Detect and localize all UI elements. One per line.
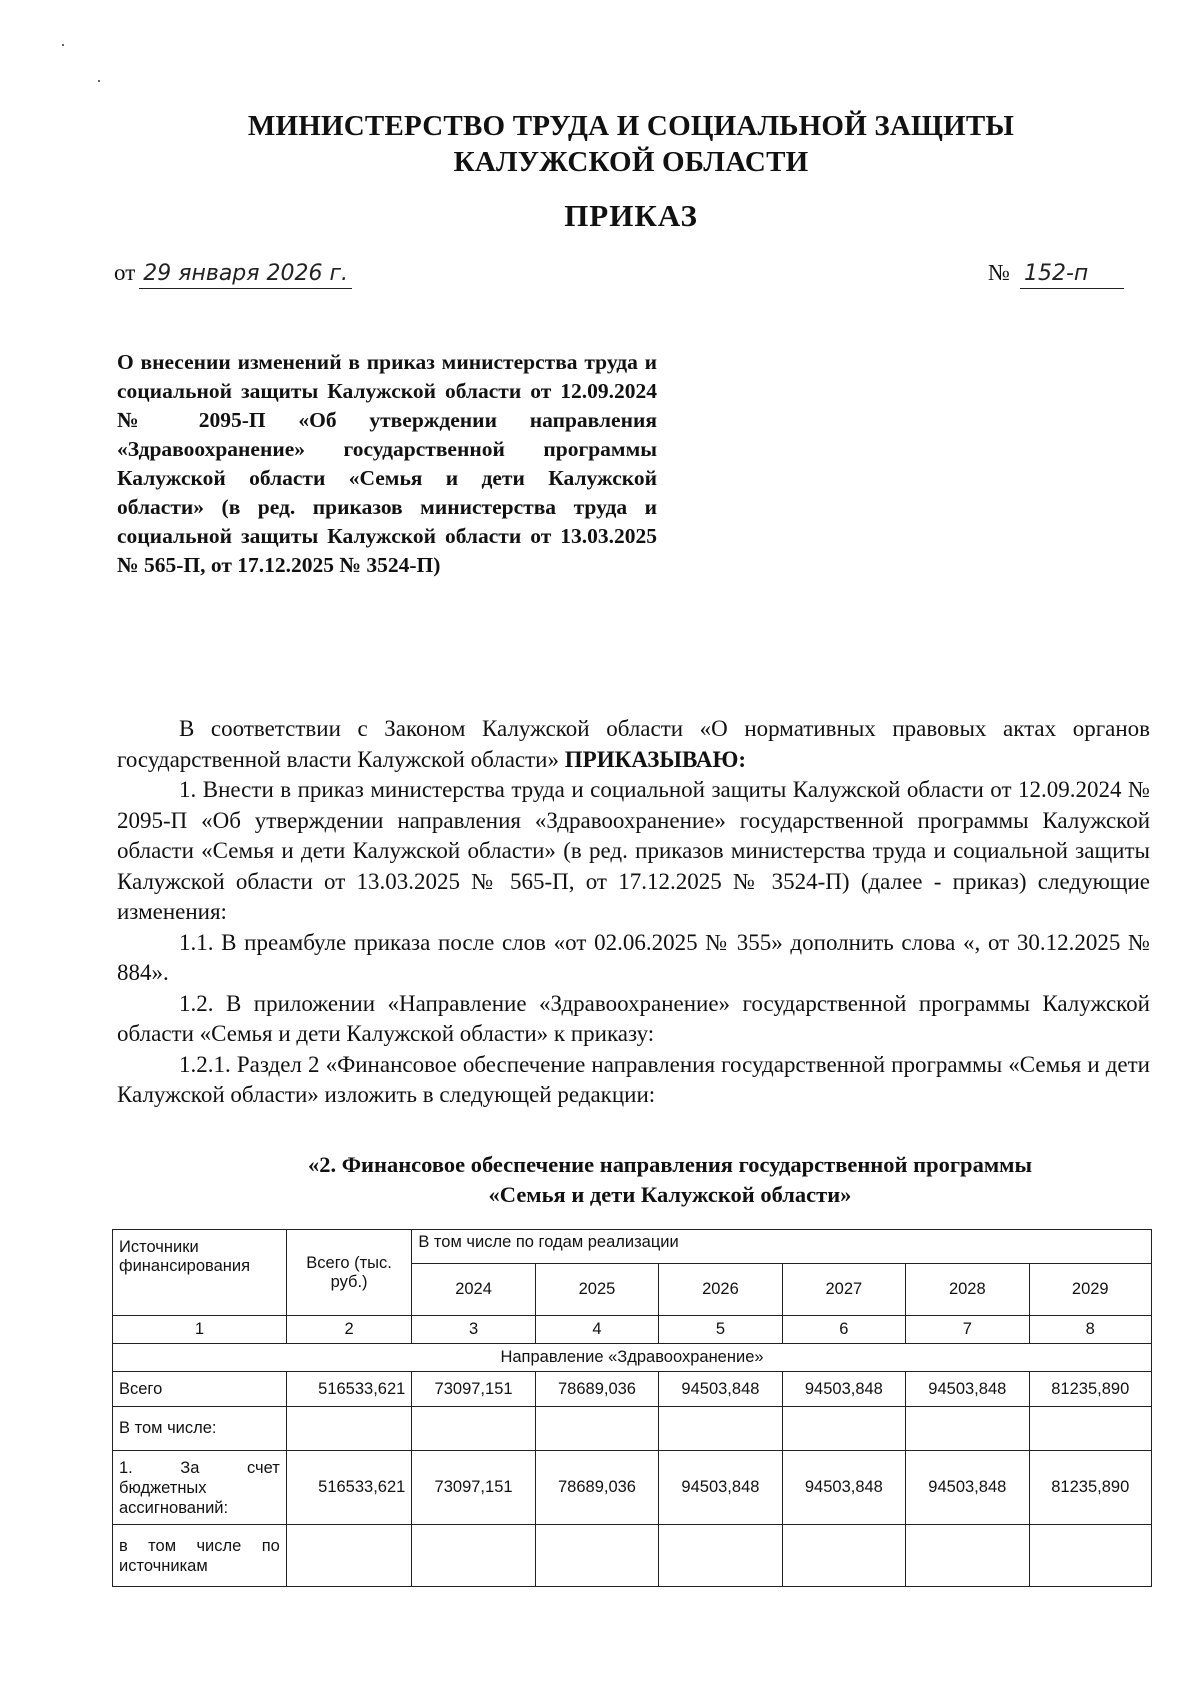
cell-value: 516533,621 xyxy=(286,1372,411,1407)
cell-value xyxy=(412,1407,535,1451)
section-title-line-2: «Семья и дети Калужской области» xyxy=(488,1182,852,1207)
column-number: 5 xyxy=(659,1316,782,1344)
column-number: 4 xyxy=(535,1316,658,1344)
section-title-line-1: «2. Финансовое обеспечение направления государственной программы xyxy=(307,1152,1033,1177)
row-label: в том числе по источникам xyxy=(113,1525,287,1587)
order-title: ПРИКАЗ xyxy=(564,198,698,233)
direction-row: Направление «Здравоохранение» xyxy=(113,1344,1152,1372)
order-number xyxy=(988,260,1124,289)
header-sources: Источники финансирования xyxy=(113,1230,287,1316)
ministry-line-1: МИНИСТЕРСТВО ТРУДА И СОЦИАЛЬНОЙ ЗАЩИТЫ xyxy=(247,110,1015,142)
cell-value: 94503,848 xyxy=(782,1451,905,1525)
handwritten-date: 29 января 2026 г. xyxy=(139,261,352,289)
row-label: 1. За счет бюджетных ассигнований: xyxy=(113,1451,287,1525)
cell-value xyxy=(412,1525,535,1587)
table-row xyxy=(113,1372,1152,1407)
cell-value: 81235,890 xyxy=(1029,1451,1151,1525)
table-row xyxy=(113,1451,1152,1525)
cell-value: 81235,890 xyxy=(1029,1372,1151,1407)
header-year: 2029 xyxy=(1029,1264,1151,1316)
date-prefix: от xyxy=(114,260,136,285)
cell-value: 94503,848 xyxy=(659,1372,782,1407)
cell-value xyxy=(659,1407,782,1451)
cell-value: 78689,036 xyxy=(535,1451,658,1525)
row-label: Всего xyxy=(113,1372,287,1407)
header-year: 2028 xyxy=(906,1264,1029,1316)
order-body xyxy=(117,714,1150,1111)
table-row xyxy=(113,1525,1152,1587)
table-row xyxy=(113,1407,1152,1451)
column-number: 8 xyxy=(1029,1316,1151,1344)
header-years-group: В том числе по годам реализации xyxy=(412,1230,1152,1264)
cell-value xyxy=(906,1525,1029,1587)
cell-value xyxy=(659,1525,782,1587)
column-number-row xyxy=(113,1316,1152,1344)
cell-value: 78689,036 xyxy=(535,1372,658,1407)
column-number: 7 xyxy=(906,1316,1029,1344)
cell-value xyxy=(782,1525,905,1587)
ministry-name xyxy=(0,108,1200,180)
cell-value: 73097,151 xyxy=(412,1451,535,1525)
header-year: 2025 xyxy=(535,1264,658,1316)
number-prefix: № xyxy=(988,260,1010,285)
column-number: 1 xyxy=(113,1316,287,1344)
header-year: 2026 xyxy=(659,1264,782,1316)
row-label: В том числе: xyxy=(113,1407,287,1451)
cell-value xyxy=(906,1407,1029,1451)
paragraph-1-2-1: 1.2.1. Раздел 2 «Финансовое обеспечение направления государственной программы «Семья и дети Калужской области» изложить в следующей редакции: xyxy=(117,1051,1150,1107)
financing-table xyxy=(112,1229,1152,1587)
column-number: 6 xyxy=(782,1316,905,1344)
section-title xyxy=(0,1150,1200,1210)
header-total: Всего (тыс. руб.) xyxy=(286,1230,411,1316)
header-year: 2027 xyxy=(782,1264,905,1316)
order-date xyxy=(114,260,352,289)
cell-value: 94503,848 xyxy=(906,1451,1029,1525)
intro-paragraph xyxy=(117,714,1150,775)
handwritten-number: 152-п xyxy=(1020,261,1124,289)
cell-value: 94503,848 xyxy=(782,1372,905,1407)
paragraph-1-2: 1.2. В приложении «Направление «Здравоохранение» государственной программы Калужской области «Семья и дети Калужской области» к приказу: xyxy=(117,990,1150,1046)
intro-text: В соответствии с Законом Калужской области «О нормативных правовых актах органов государственной власти Калужской области» xyxy=(117,716,1150,772)
cell-value xyxy=(535,1525,658,1587)
scan-speck xyxy=(62,44,64,46)
cell-value xyxy=(1029,1407,1151,1451)
cell-value xyxy=(286,1407,411,1451)
column-number: 2 xyxy=(286,1316,411,1344)
orders-word: ПРИКАЗЫВАЮ: xyxy=(564,746,747,772)
cell-value: 94503,848 xyxy=(906,1372,1029,1407)
cell-value xyxy=(535,1407,658,1451)
scan-speck xyxy=(98,80,100,82)
cell-value xyxy=(1029,1525,1151,1587)
cell-value: 516533,621 xyxy=(286,1451,411,1525)
cell-value: 73097,151 xyxy=(412,1372,535,1407)
header-year: 2024 xyxy=(412,1264,535,1316)
cell-value xyxy=(782,1407,905,1451)
paragraph-1-1: 1.1. В преамбуле приказа после слов «от 02.06.2025 № 355» дополнить слова «, от 30.12.2025 № 884». xyxy=(117,929,1150,985)
column-number: 3 xyxy=(412,1316,535,1344)
cell-value: 94503,848 xyxy=(659,1451,782,1525)
cell-value xyxy=(286,1525,411,1587)
ministry-line-2: КАЛУЖСКОЙ ОБЛАСТИ xyxy=(453,146,809,178)
paragraph-1: 1. Внести в приказ министерства труда и социальной защиты Калужской области от 12.09.2024 № 2095-П «Об утверждении направления «Здравоохранение» государственной программы Калужской области «Семья и дети Калужской области» (в ред. приказов министерства труда и социальной защиты Калужской области от 13.03.2025 № 565-П, от 17.12.2025 № 3524-П) (далее - приказ) следующие изменения: xyxy=(117,777,1150,924)
order-subject: О внесении изменений в приказ министерства труда и социальной защиты Калужской области от 12.09.2024 № 2095-П «Об утверждении направления «Здравоохранение» государственной программы Калужской области «Семья и дети Калужской области» (в ред. приказов министерства труда и социальной защиты Калужской области от 13.03.2025 № 565-П, от 17.12.2025 № 3524-П) xyxy=(117,350,657,577)
